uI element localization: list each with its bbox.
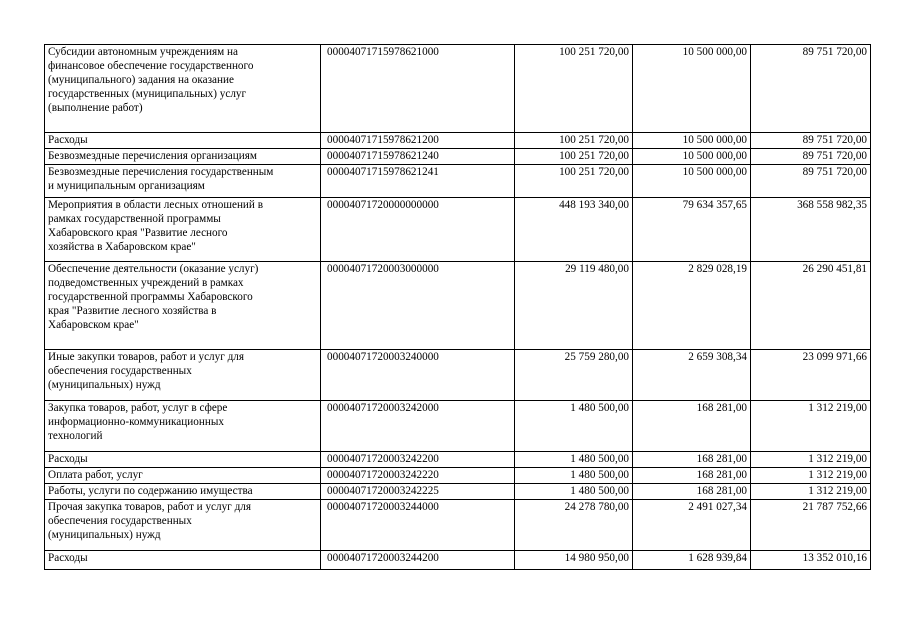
row-name-cell: Расходы bbox=[45, 452, 321, 468]
row-name-cell: Безвозмездные перечисления организациям bbox=[45, 149, 321, 165]
budget-code-cell: 00004071720003240000 bbox=[321, 350, 515, 401]
amount-executed-cell: 168 281,00 bbox=[633, 401, 751, 452]
budget-code-cell: 00004071720003244000 bbox=[321, 500, 515, 551]
table-row bbox=[45, 45, 871, 133]
amount-approved-cell: 14 980 950,00 bbox=[515, 551, 633, 570]
amount-approved-cell: 100 251 720,00 bbox=[515, 45, 633, 133]
amount-approved-cell: 1 480 500,00 bbox=[515, 401, 633, 452]
row-name-cell: Расходы bbox=[45, 133, 321, 149]
row-name-cell: Работы, услуги по содержанию имущества bbox=[45, 484, 321, 500]
row-name-cell: Безвозмездные перечисления государственным и муниципальным организациям bbox=[45, 165, 321, 198]
table-row bbox=[45, 401, 871, 452]
amount-approved-cell: 100 251 720,00 bbox=[515, 165, 633, 198]
amount-remaining-cell: 1 312 219,00 bbox=[751, 452, 871, 468]
amount-executed-cell: 10 500 000,00 bbox=[633, 149, 751, 165]
amount-remaining-cell: 1 312 219,00 bbox=[751, 484, 871, 500]
budget-code-cell: 00004071720003000000 bbox=[321, 262, 515, 350]
table-row bbox=[45, 551, 871, 570]
amount-executed-cell: 168 281,00 bbox=[633, 452, 751, 468]
budget-code-cell: 00004071715978621240 bbox=[321, 149, 515, 165]
budget-code-cell: 00004071720003242000 bbox=[321, 401, 515, 452]
row-name-cell: Прочая закупка товаров, работ и услуг для обеспечения государственных (муниципальных) нужд bbox=[45, 500, 321, 551]
amount-remaining-cell: 21 787 752,66 bbox=[751, 500, 871, 551]
budget-table-body bbox=[45, 45, 871, 570]
budget-code-cell: 00004071720003242225 bbox=[321, 484, 515, 500]
budget-code-cell: 00004071715978621241 bbox=[321, 165, 515, 198]
table-row bbox=[45, 198, 871, 262]
row-name-cell: Субсидии автономным учреждениям на финансовое обеспечение государственного (муниципального) задания на оказание государственных (муниципальных) услуг (выполнение работ) bbox=[45, 45, 321, 133]
amount-approved-cell: 1 480 500,00 bbox=[515, 452, 633, 468]
amount-remaining-cell: 1 312 219,00 bbox=[751, 401, 871, 452]
row-name-cell: Иные закупки товаров, работ и услуг для обеспечения государственных (муниципальных) нужд bbox=[45, 350, 321, 401]
amount-executed-cell: 79 634 357,65 bbox=[633, 198, 751, 262]
amount-executed-cell: 10 500 000,00 bbox=[633, 45, 751, 133]
amount-remaining-cell: 89 751 720,00 bbox=[751, 45, 871, 133]
amount-approved-cell: 100 251 720,00 bbox=[515, 149, 633, 165]
row-name-cell: Мероприятия в области лесных отношений в рамках государственной программы Хабаровского края "Развитие лесного хозяйства в Хабаровском крае" bbox=[45, 198, 321, 262]
row-name-cell: Оплата работ, услуг bbox=[45, 468, 321, 484]
amount-remaining-cell: 89 751 720,00 bbox=[751, 165, 871, 198]
budget-code-cell: 00004071720003242200 bbox=[321, 452, 515, 468]
amount-approved-cell: 1 480 500,00 bbox=[515, 484, 633, 500]
amount-executed-cell: 2 829 028,19 bbox=[633, 262, 751, 350]
amount-approved-cell: 29 119 480,00 bbox=[515, 262, 633, 350]
amount-executed-cell: 10 500 000,00 bbox=[633, 165, 751, 198]
budget-code-cell: 00004071720003242220 bbox=[321, 468, 515, 484]
table-row bbox=[45, 452, 871, 468]
amount-approved-cell: 25 759 280,00 bbox=[515, 350, 633, 401]
amount-executed-cell: 10 500 000,00 bbox=[633, 133, 751, 149]
row-name-cell: Расходы bbox=[45, 551, 321, 570]
budget-code-cell: 00004071715978621000 bbox=[321, 45, 515, 133]
amount-remaining-cell: 26 290 451,81 bbox=[751, 262, 871, 350]
table-row bbox=[45, 350, 871, 401]
table-row bbox=[45, 149, 871, 165]
amount-approved-cell: 100 251 720,00 bbox=[515, 133, 633, 149]
table-row bbox=[45, 133, 871, 149]
budget-code-cell: 00004071720003244200 bbox=[321, 551, 515, 570]
table-row bbox=[45, 500, 871, 551]
amount-approved-cell: 1 480 500,00 bbox=[515, 468, 633, 484]
amount-remaining-cell: 23 099 971,66 bbox=[751, 350, 871, 401]
amount-executed-cell: 1 628 939,84 bbox=[633, 551, 751, 570]
amount-executed-cell: 2 659 308,34 bbox=[633, 350, 751, 401]
row-name-cell: Обеспечение деятельности (оказание услуг) подведомственных учреждений в рамках государственной программы Хабаровского края "Развитие лесного хозяйства в Хабаровском крае" bbox=[45, 262, 321, 350]
table-row bbox=[45, 262, 871, 350]
table-row bbox=[45, 468, 871, 484]
amount-remaining-cell: 89 751 720,00 bbox=[751, 149, 871, 165]
amount-executed-cell: 2 491 027,34 bbox=[633, 500, 751, 551]
amount-executed-cell: 168 281,00 bbox=[633, 468, 751, 484]
table-row bbox=[45, 484, 871, 500]
amount-remaining-cell: 368 558 982,35 bbox=[751, 198, 871, 262]
amount-remaining-cell: 89 751 720,00 bbox=[751, 133, 871, 149]
amount-remaining-cell: 13 352 010,16 bbox=[751, 551, 871, 570]
amount-remaining-cell: 1 312 219,00 bbox=[751, 468, 871, 484]
table-row bbox=[45, 165, 871, 198]
row-name-cell: Закупка товаров, работ, услуг в сфере информационно-коммуникационных технологий bbox=[45, 401, 321, 452]
budget-code-cell: 00004071720000000000 bbox=[321, 198, 515, 262]
budget-code-cell: 00004071715978621200 bbox=[321, 133, 515, 149]
amount-approved-cell: 448 193 340,00 bbox=[515, 198, 633, 262]
amount-executed-cell: 168 281,00 bbox=[633, 484, 751, 500]
amount-approved-cell: 24 278 780,00 bbox=[515, 500, 633, 551]
budget-table bbox=[44, 44, 871, 570]
